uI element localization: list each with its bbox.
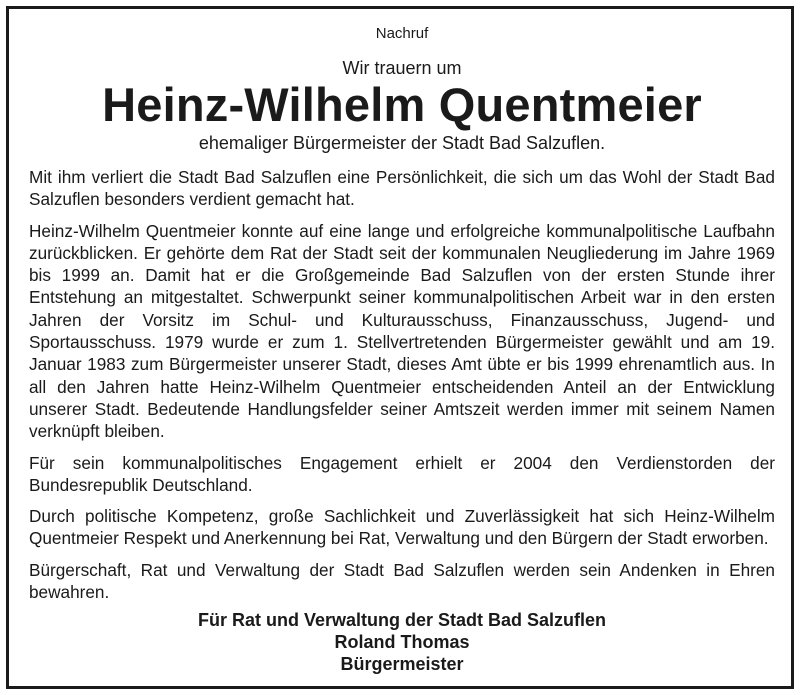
notice-heading: Nachruf (375, 25, 429, 42)
signature-organization: Für Rat und Verwaltung der Stadt Bad Salzuflen (197, 610, 607, 630)
deceased-role: ehemaliger Bürgermeister der Stadt Bad Salzuflen. (198, 133, 606, 153)
signature-person: Roland Thomas (334, 632, 470, 652)
body-paragraph: Bürgerschaft, Rat und Verwaltung der Stadt Bad Salzuflen werden sein Andenken in Ehren bewahren. (29, 559, 775, 603)
notice-body (29, 166, 775, 612)
signature-title: Bürgermeister (340, 654, 464, 674)
body-paragraph: Für sein kommunalpolitisches Engagement erhielt er 2004 den Verdienstorden der Bundesrepublik Deutschland. (29, 452, 775, 495)
signature-block (29, 609, 775, 675)
deceased-name: Heinz-Wilhelm Quentmeier (102, 78, 702, 131)
body-paragraph: Mit ihm verliert die Stadt Bad Salzuflen eine Persönlichkeit, die sich um das Wohl der Stadt Bad Salzuflen besonders verdient gemacht hat. (29, 167, 775, 210)
body-paragraph: Durch politische Kompetenz, große Sachlichkeit und Zuverlässigkeit hat sich Heinz-Wilhelm Quentmeier Respekt und Anerkennung bei Rat, Verwaltung und den Bürgern der Stadt erworben. (29, 506, 775, 549)
notice-intro: Wir trauern um (342, 58, 462, 78)
body-paragraph: Heinz-Wilhelm Quentmeier konnte auf eine lange und erfolgreiche kommunalpolitische Laufbahn zurückblicken. Er gehörte dem Rat der Stadt seit der kommunalen Neugliederung im Jahre 1969 bis 1999 an. Damit hat er die Großgemeinde Bad Salzuflen von der ersten Stunde ihrer Entstehung an mitgestaltet. Schwerpunkt seiner kommunalpolitischen Arbeit war in den ersten Jahren der Vorsitz im Schul- und Kulturausschuss, Finanzausschuss, Jugend- und Sportausschuss. 1979 wurde er zum 1. Stellvertretenden Bürgermeister gewählt und am 19. Januar 1983 zum Bürgermeister unserer Stadt, dieses Amt übte er bis 1999 ehrenamtlich aus. In all den Jahren hatte Heinz-Wilhelm Quentmeier entscheidenden Anteil an der Entwicklung unserer Stadt. Bedeutende Handlungsfelder seiner Amtszeit werden immer mit seinem Namen verknüpft bleiben. (29, 220, 775, 442)
obituary-notice (6, 6, 794, 689)
